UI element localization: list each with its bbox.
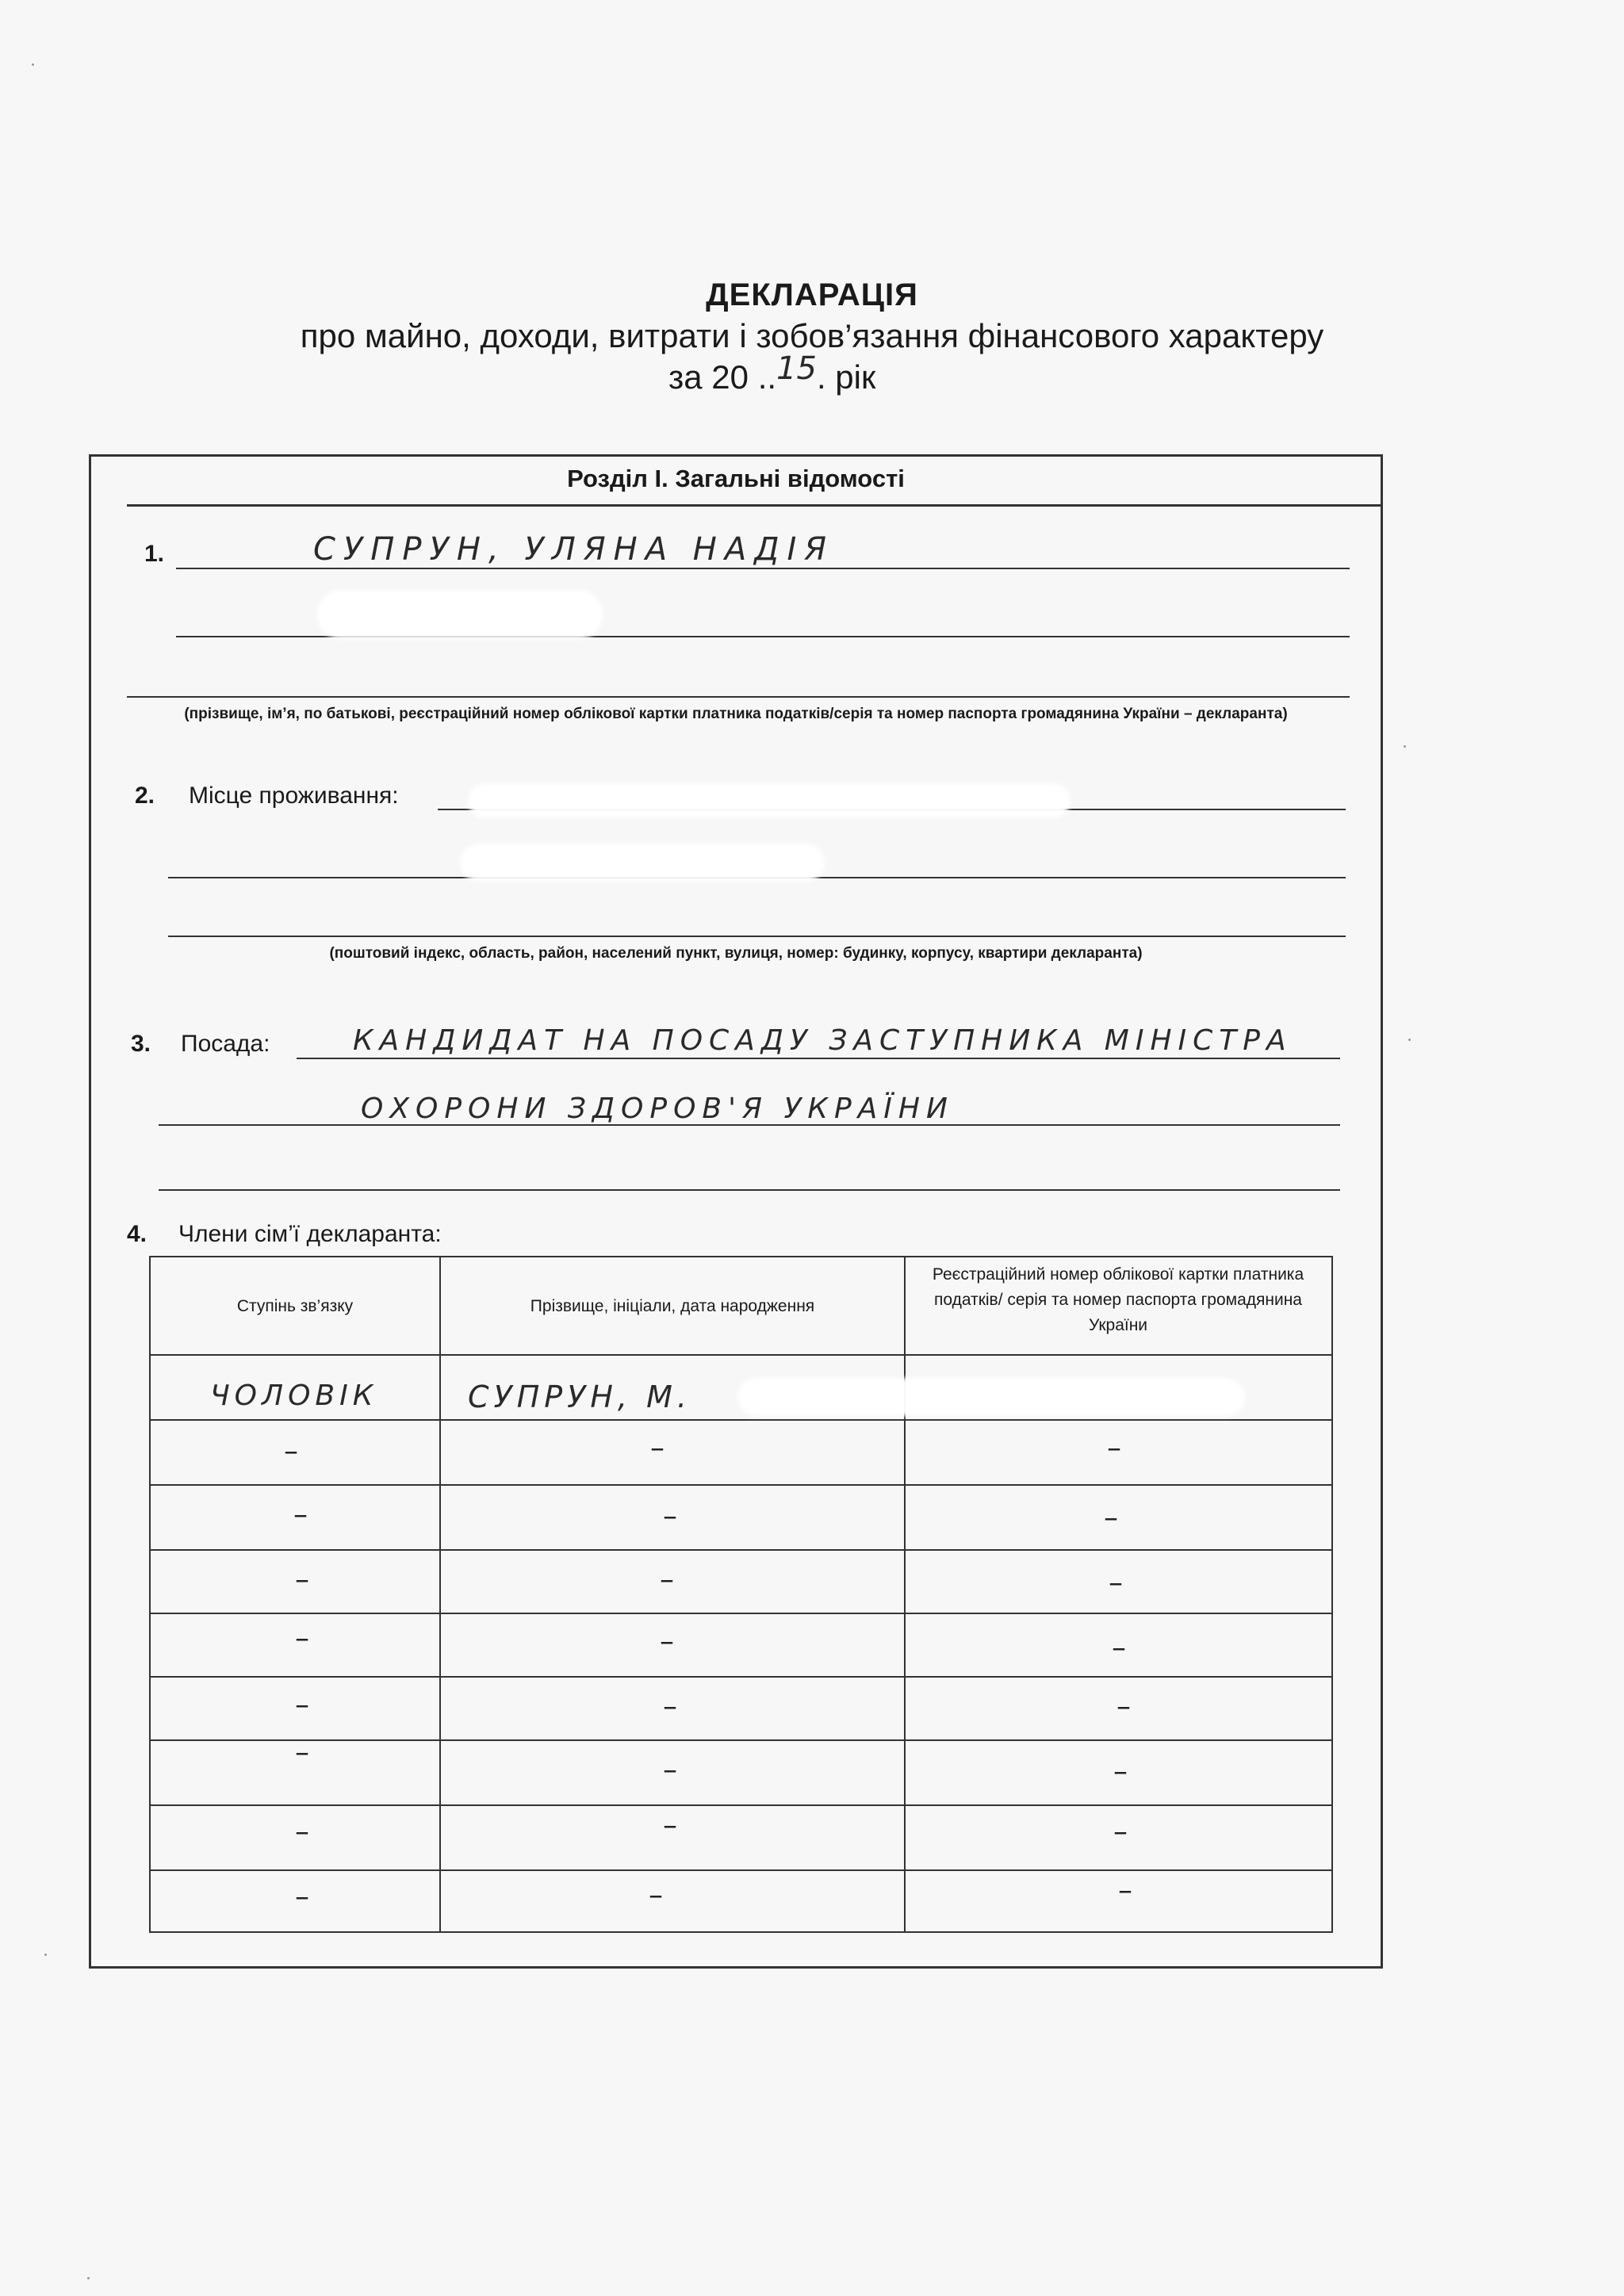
item2-label: Місце проживання: [189, 783, 399, 809]
item2-hint: (поштовий індекс, область, район, населений пункт, вулиця, номер: будинку, корпусу, квартири декларанта) [329, 945, 1143, 962]
declaration-year [668, 350, 876, 396]
declaration-subtitle: про майно, доходи, витрати і зобов’язання фінансового характеру [300, 317, 1324, 354]
table-row2-relation: – [284, 1435, 298, 1468]
table-row-line [149, 1804, 1333, 1806]
item1-hint: (прізвище, ім’я, по батькові, реєстраційний номер облікової картки платника податків/серія та номер паспорта громадянина України – декларанта) [184, 706, 1288, 722]
table-row5-name: – [660, 1625, 674, 1658]
table-row1-name: СУПРУН, М. [468, 1380, 691, 1414]
section-title: Розділ І. Загальні відомості [567, 465, 905, 492]
table-row9-relation: – [295, 1881, 309, 1913]
table-row8-id: – [1113, 1816, 1128, 1848]
table-row9-id: – [1118, 1874, 1132, 1907]
item1-line-3 [127, 696, 1350, 698]
table-header-name: Прізвище, ініціали, дата народження [530, 1297, 815, 1315]
table-header-relation: Ступінь зв’язку [236, 1297, 354, 1315]
scan-speck [44, 1954, 47, 1956]
table-row5-relation: – [295, 1622, 309, 1655]
item1-redaction [317, 590, 603, 639]
table-row-line [149, 1613, 1333, 1614]
item2-redaction-1 [468, 783, 1071, 818]
item3-line-3 [159, 1189, 1340, 1191]
scan-speck [32, 63, 34, 66]
table-row-line [149, 1676, 1333, 1678]
item4-label: Члени сім’ї декларанта: [178, 1221, 442, 1247]
item3-label: Посада: [181, 1031, 270, 1057]
table-row6-id: – [1116, 1690, 1131, 1723]
year-dots-after: . [816, 358, 826, 396]
table-row3-relation: – [293, 1498, 308, 1531]
item1-line-1 [176, 568, 1350, 569]
item1-number: 1. [144, 541, 165, 567]
table-row7-id: – [1113, 1755, 1128, 1788]
table-row2-id: – [1107, 1432, 1121, 1464]
table-col-divider-1 [439, 1256, 441, 1933]
table-row-line [149, 1869, 1333, 1871]
table-row2-name: – [650, 1432, 665, 1464]
year-prefix: за 20 [668, 358, 749, 396]
table-row8-relation: – [295, 1816, 309, 1848]
item3-line-1 [297, 1058, 1340, 1059]
table-row9-name: – [649, 1879, 663, 1911]
item2-number: 2. [135, 783, 155, 809]
table-row6-name: – [663, 1690, 677, 1723]
table-row8-name: – [663, 1809, 677, 1842]
item3-position-line1: КАНДИДАТ НА ПОСАДУ ЗАСТУПНИКА МІНІСТРА [353, 1024, 1293, 1057]
item1-name-value: СУПРУН, УЛЯНА НАДІЯ [313, 531, 835, 568]
table-row-line [149, 1419, 1333, 1421]
table-row1-relation: ЧОЛОВІК [210, 1380, 378, 1412]
section-title-divider [127, 504, 1383, 507]
item2-line-3 [168, 936, 1346, 937]
family-table-border [149, 1256, 1333, 1933]
year-value: 15 [776, 350, 817, 387]
year-suffix: рік [835, 358, 876, 396]
item3-position-line2: ОХОРОНИ ЗДОРОВ'Я УКРАЇНИ [361, 1093, 954, 1125]
scan-speck [1404, 745, 1406, 748]
table-row-line [149, 1739, 1333, 1741]
item3-number: 3. [131, 1031, 151, 1057]
table-row3-name: – [663, 1500, 677, 1533]
table-row7-relation: – [295, 1736, 309, 1769]
table-row5-id: – [1112, 1632, 1126, 1664]
table-row-line [149, 1549, 1333, 1551]
table-row4-name: – [660, 1563, 674, 1596]
table-row1-redaction [737, 1378, 1245, 1416]
table-row3-id: – [1104, 1502, 1118, 1534]
table-col-divider-2 [904, 1256, 906, 1933]
table-row6-relation: – [295, 1689, 309, 1721]
table-row7-name: – [663, 1754, 677, 1786]
table-header-id: Реєстраційний номер облікової картки платника податків/ серія та номер паспорта громадянина України [932, 1265, 1304, 1334]
table-row4-relation: – [295, 1563, 309, 1596]
scan-speck [87, 2277, 90, 2279]
year-dots-before: .. [757, 358, 777, 396]
table-row-line [149, 1354, 1333, 1356]
item3-line-2 [159, 1124, 1340, 1126]
scan-speck [1408, 1039, 1411, 1041]
item4-number: 4. [127, 1221, 147, 1247]
table-row-line [149, 1484, 1333, 1486]
table-row4-id: – [1109, 1567, 1123, 1599]
item2-redaction-2 [460, 844, 825, 882]
declaration-title: ДЕКЛАРАЦІЯ [706, 277, 918, 312]
